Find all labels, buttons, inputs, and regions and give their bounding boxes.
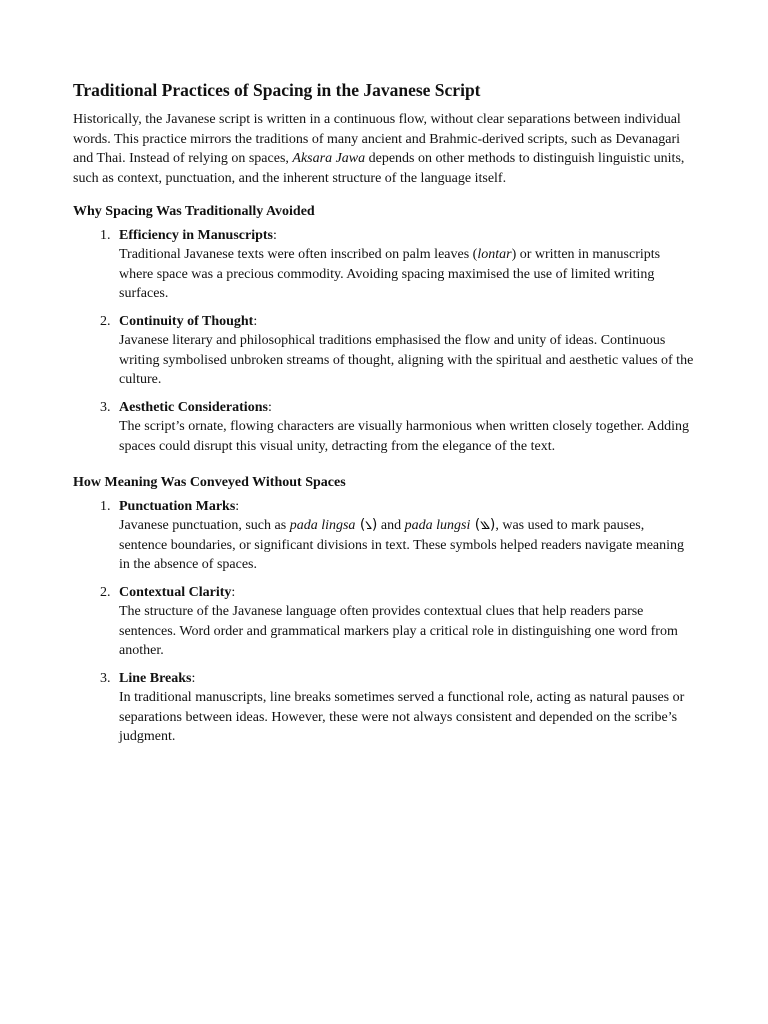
item-body: Javanese literary and philosophical traditions emphasised the flow and unity of ideas. Continuous writing symbolised unbroken streams of thought, aligning with the spiritual and aesthetic values of the culture.	[119, 333, 694, 387]
item-colon: :	[191, 670, 196, 686]
item-text: , was used to mark pauses, sentence boundaries, or significant divisions in text. These symbols helped readers navigate meaning in the absence of spaces.	[119, 518, 685, 572]
list-number: 3.	[100, 399, 111, 415]
list-item	[73, 398, 695, 457]
list-item	[73, 669, 695, 747]
item-colon: :	[231, 584, 236, 600]
item-body: In traditional manuscripts, line breaks sometimes served a functional role, acting as natural pauses or separations between ideas. However, these were not always consistent and depended on the scribe’s judgment.	[119, 690, 685, 744]
spacing-avoided-list	[73, 226, 695, 457]
item-title: Efficiency in Manuscripts	[119, 227, 273, 243]
intro-emphasis: Aksara Jawa	[292, 151, 366, 166]
item-emphasis: pada lingsa	[289, 518, 356, 533]
item-colon: :	[235, 498, 240, 514]
item-text: Traditional Javanese texts were often inscribed on palm leaves (	[119, 247, 478, 262]
item-colon: :	[253, 313, 258, 329]
item-body: The structure of the Javanese language often provides contextual clues that help readers parse sentences. Word order and grammatical markers play a critical role in distinguishing one word from another.	[119, 604, 678, 658]
item-body: The script’s ornate, flowing characters are visually harmonious when written closely together. Adding spaces could disrupt this visual unity, detracting from the elegance of the text.	[119, 419, 689, 454]
item-body	[119, 516, 695, 575]
pada-lingsa-glyph: (꧈)	[355, 517, 378, 533]
list-number: 2.	[100, 313, 111, 329]
pada-lungsi-glyph: (꧉)	[470, 517, 496, 533]
item-text: ) or written in manuscripts where space was a precious commodity. Avoiding spacing maximised the use of limited writing surfaces.	[119, 247, 661, 301]
item-body	[119, 245, 695, 304]
list-item	[73, 312, 695, 390]
meaning-conveyed-list	[73, 497, 695, 747]
item-title: Punctuation Marks	[119, 498, 236, 514]
item-colon: :	[273, 227, 277, 243]
list-number: 1.	[100, 227, 111, 243]
section-heading-meaning-conveyed: How Meaning Was Conveyed Without Spaces	[73, 475, 346, 490]
item-emphasis: pada lungsi	[404, 518, 471, 533]
page-title: Traditional Practices of Spacing in the Javanese Script	[73, 80, 481, 100]
list-number: 2.	[100, 584, 111, 600]
item-text: and	[377, 518, 405, 533]
list-item	[73, 226, 695, 304]
item-title: Line Breaks	[119, 670, 192, 686]
document-page	[73, 78, 695, 755]
list-number: 3.	[100, 670, 111, 686]
intro-paragraph	[73, 110, 695, 188]
list-number: 1.	[100, 498, 111, 514]
item-colon: :	[267, 399, 272, 415]
intro-text-2: depends on other methods to distinguish linguistic units, such as context, punctuation, and the inherent structure of the language itself.	[73, 151, 685, 186]
item-emphasis: lontar	[477, 247, 512, 262]
intro-text-1: Historically, the Javanese script is written in a continuous flow, without clear separations between individual words. This practice mirrors the traditions of many ancient and Brahmic-derived scripts, such as Devanagari and Thai. Instead of relying on spaces,	[73, 112, 681, 166]
list-item	[73, 583, 695, 661]
item-title: Aesthetic Considerations	[119, 399, 268, 415]
list-item	[73, 497, 695, 575]
section-heading-spacing-avoided: Why Spacing Was Traditionally Avoided	[73, 204, 315, 219]
item-title: Continuity of Thought	[119, 313, 254, 329]
item-title: Contextual Clarity	[119, 584, 232, 600]
item-text: Javanese punctuation, such as	[119, 518, 290, 533]
